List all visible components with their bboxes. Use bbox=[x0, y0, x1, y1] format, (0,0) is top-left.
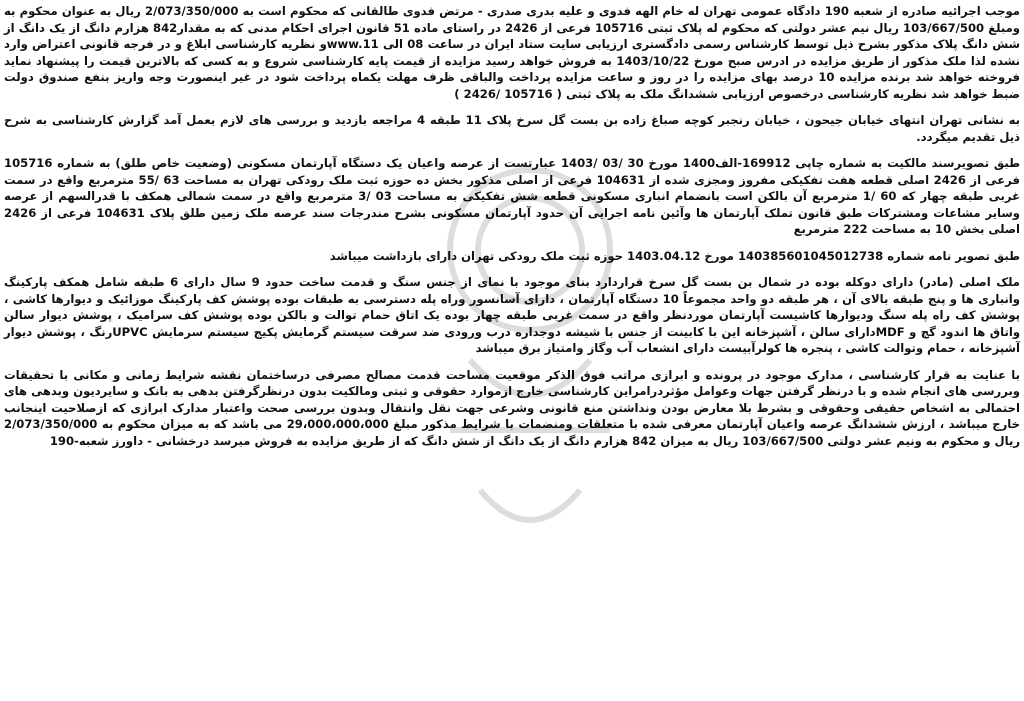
paragraph-seizure-letter: طبق تصویر نامه شماره 140385601045012738 مورخ 1403.04.12 حوزه ثبت ملک رودکی تهران دارای بازداشت میباشد bbox=[329, 248, 1020, 263]
paragraph-building-description: ملک اصلی (مادر) دارای دوکله بوده در شمال بن بست گل سرخ قراردارد بنای موجود با نمای از جنس سنگ و قدمت ساخت حدود 9 سال دارای 6 طبقه شامل همکف پارکینگ وانباری ها و پنج طبقه بالای آن ، هر طبقه دو واحد مجموعاً 10 دستگاه آپارتمان ، دارای آسانسور وراه پله دسترسی به طبقات بوده پوشش کف پارکینگ موزائیک و دیوارها کاشی ، پوشش کف راه پله سنگ ودیوارها کاشیست آپارتمان موردنظر واقع در سمت غربی طبقه چهار بوده یک اتاق حمام توالت و بالکن بوده پوشش کف سرامیک ، پوشش دیوار سالن واتاق ها اندود گچ و MDFدارای سالن ، آشپزخانه این با کابینت از جنس با شیشه دوجداره درب ورودی ضد سرقت سیستم گرمایش پکیج سیستم سرمایش UPVCرنگ ، پوشش دیوار آشپزخانه ، حمام وتوالت کاشی ، پنجره ها کولرآبیست دارای انشعاب آب وگاز وامتیاز برق میباشد bbox=[4, 275, 1021, 355]
paragraph-execution-order: موجب اجرائیه صادره از شعبه 190 دادگاه عمومی تهران له خام الهه فدوی و علیه بدری صدری - مرتض فدوی طالقانی که محکوم است به 2/073/350/000 ریال به عنوان محکوم به ومبلغ 103/667/500 ریال نیم عشر دولتی که محکوم له پلاک ثبتی 105716 فرعی از 2426 در راستای ماده 51 قانون اجرای احکام مدنی که به مقدار842 هزارم دانگ از یک دانگ از شش دانگ پلاک مذکور بشرح ذیل توسط کارشناس رسمی دادگستری ارزیابی سایت ستاد ایران در ساعت 08 الی www.11و نظریه کارشناسی ابلاغ و در فرجه قانونی اعتراض وارد نشده لذا ملک مذکور از طریق مزایده در ادرس صبح مورخ 1403/10/22 به فروش خواهد رسید مزایده از قیمت پایه کارشناسی شروع و به کسی که بالاترین قیمت را پیشنهاد نماید فروخته خواهد شد برنده مزایده 10 درصد بهای مزایده را در روز و ساعت مزایده پرداخت والباقی ظرف مهلت یکماه پرداخت شود در غیر اینصورت وجه واریز بنفع صندوق دولت ضبط خواهد شد نظریه کارشناسی درخصوص ارزیابی ششدانگ ملک به پلاک ثبتی ( 105716 /2426 ) bbox=[4, 4, 1021, 101]
paragraph-title-deed: طبق تصویرسند مالکیت به شماره چاپی 169912-الف1400 مورخ 30 /03 /1403 عبارتست از عرصه واعیان یک دستگاه آپارتمان مسکونی (وضعیت خاص طلق) به شماره 105716 فرعی از 2426 اصلی قطعه هفت تفکیکی مفروز ومجزی شده از 104631 فرعی از اصلی مذکور بخش ده حوزه ثبت ملک رودکی تهران به مساحت 63 /55 مترمربع واقع در سمت غربی طبقه چهار که 60 /1 مترمربع آن بالکن است بانضمام انباری مسکونی قطعه شش تفکیکی به مساحت 03 /3 مترمربع واقع در سمت شمالی همکف با قدرالسهم از عرصه وسایر مشاعات ومشترکات طبق قانون تملک آپارتمان ها وآئین نامه اجرایی آن حدود آپارتمان مسکونی بشرح مندرجات سند عرصه ملک زمین طلق پلاک 104631 فرعی از 2426 اصلی بخش 10 به مساحت 222 مترمربع bbox=[4, 156, 1021, 236]
paragraph-property-address: به نشانی تهران انتهای خیابان جیحون ، خیابان رنجبر کوچه صباغ زاده بن بست گل سرخ پلاک 11 طبقه 4 مراجعه بازدید و بررسی های لازم بعمل آمد گزارش کارشناسی به شرح ذیل تقدیم میگردد. bbox=[4, 113, 1020, 144]
paragraph-valuation-conclusion: با عنایت به قرار کارشناسی ، مدارک موجود در پرونده و ابرازی مراتب فوق الذکر موقعیت مساحت قدمت مصالح مصرفی درساختمان نقشه شرایط زمانی و مکانی با تحقیقات وبررسی های انجام شده و با درنظر گرفتن جهات وعوامل مؤثردرامراین کارشناسی خارج ازموارد حقوقی و ثبتی ومالکیت بدون درنظرگرفتن بدهی به بانک و سایردیون وبدهی های احتمالی به اشخاص حقیقی وحقوقی و بشرط بلا معارض بودن ونداشتن منع قانونی وشرعی جهت نقل وانتقال وبدون بررسی صحت واعتبار مدارک ابرازی که ازصلاحیت اینجانب خارج میباشد ، ارزش ششدانگ عرصه واعیان آپارتمان معرفی شده با متعلقات ومنضمات با شرایط مذکور مبلغ 29،000،000،000 می باشد که به میزان محکوم به 2/073/350/000 ریال و محکوم به ونیم عشر دولتی 103/667/500 ریال به میزان 842 هزارم دانگ از یک دانگ از شش دانگ که از طریق مزایده به فروش میرسد درخشانی - داورز شعبه-190 bbox=[4, 367, 1020, 448]
